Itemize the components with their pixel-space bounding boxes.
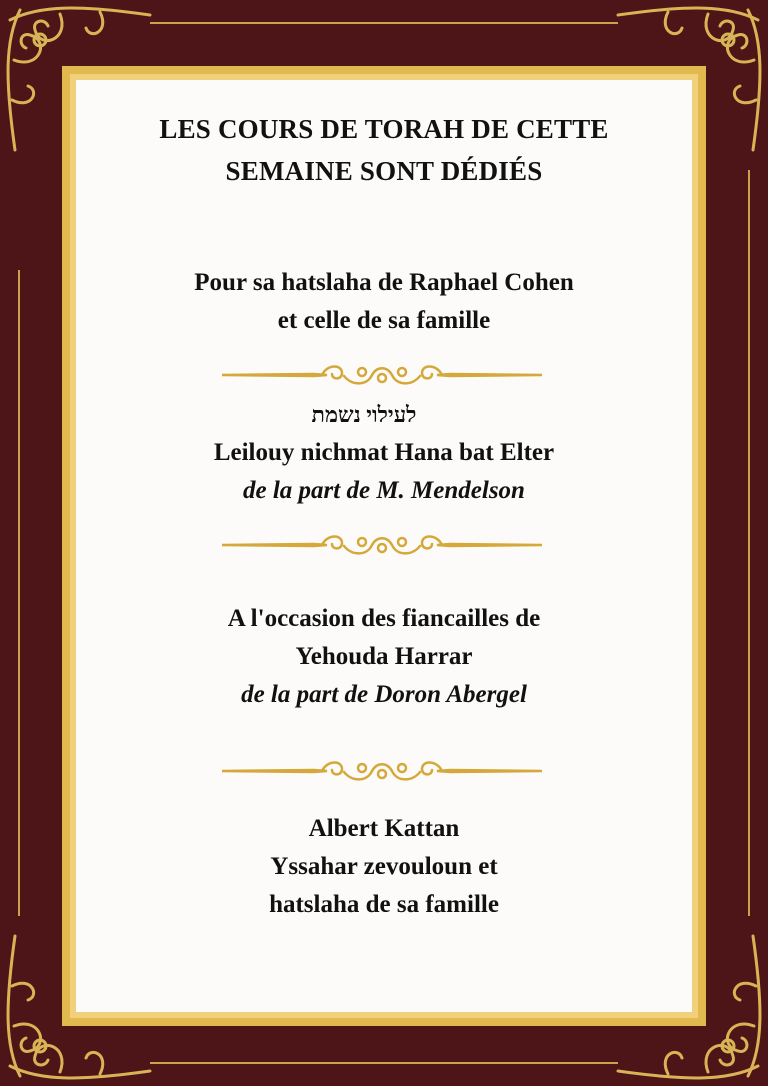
title-line-2: SEMAINE SONT DÉDIÉS [225,156,543,186]
dedication-line: Pour sa hatslaha de Raphael Cohen [194,269,574,296]
dedication-2 [76,434,692,510]
bottom-gold-line [150,1062,618,1064]
right-gold-line [748,170,750,916]
ornamental-divider-icon [222,530,542,560]
hebrew-dedication: לעילוי נשמת [311,402,417,427]
dedication-line: et celle de sa famille [277,307,491,334]
ornamental-divider-icon [222,756,542,786]
top-gold-line [150,22,618,24]
title-line-1: LES COURS DE TORAH DE CETTE [159,114,609,144]
poster-content [76,80,692,1012]
dedication-line: hatslaha de sa famille [269,891,499,918]
dedication-line: A l'occasion des fiancailles de [227,605,541,632]
dedication-line: Leilouy nichmat Hana bat Elter [213,439,555,466]
dedication-1 [76,264,692,340]
left-gold-line [18,270,20,916]
dedication-4 [76,810,692,924]
dedication-3 [76,600,692,714]
page-title [76,108,692,192]
dedication-from: de la part de Doron Abergel [241,681,527,708]
ornamental-divider-icon [222,360,542,390]
dedication-line: Albert Kattan [308,815,460,842]
dedication-line: Yehouda Harrar [295,643,473,670]
dedication-from: de la part de M. Mendelson [243,477,525,504]
dedication-line: Yssahar zevouloun et [270,853,498,880]
